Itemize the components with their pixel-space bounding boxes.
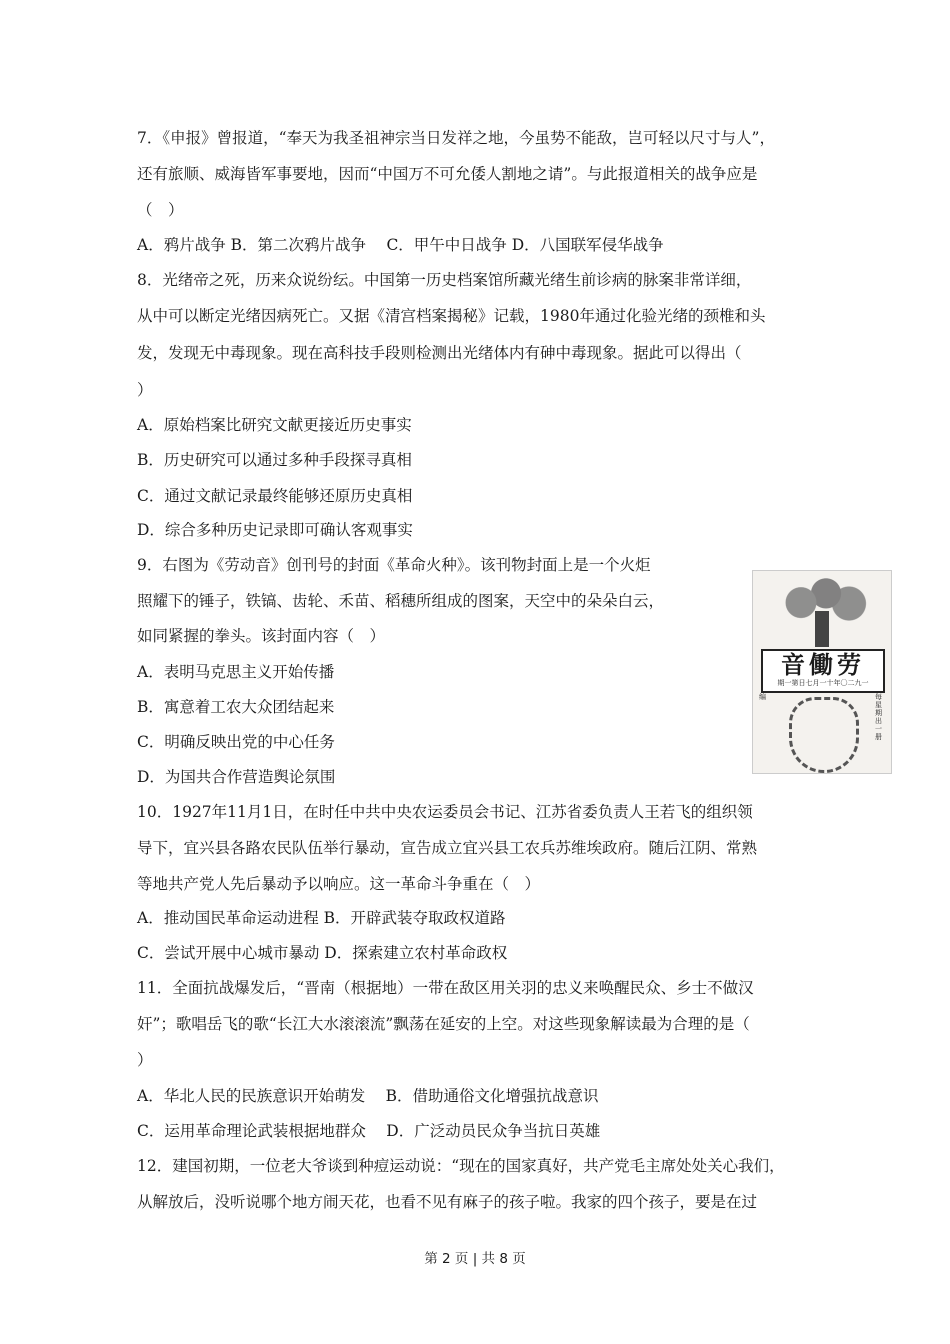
page-footer: 第 2 页 | 共 8 页 <box>424 1251 526 1267</box>
text-line: 8．光绪帝之死，历来众说纷纭。中国第一历史档案馆所藏光绪生前诊病的脉案非常详细， <box>137 271 752 289</box>
text-line: C．通过文献记录最终能够还原历史真相 <box>137 487 413 505</box>
text-line: C．运用革命理论武装根据地群众 D．广泛动员民众争当抗日英雄 <box>137 1122 601 1140</box>
text-line: 11．全面抗战爆发后，“晋南（根据地）一带在敌区用关羽的忠义来唤醒民众、乡士不做汉 <box>137 979 754 997</box>
text-line: 奸”；歌唱岳飞的歌“长江大水滚滚流”飘荡在延安的上空。对这些现象解读最为合理的是（ <box>137 1015 750 1033</box>
torch-graphic <box>815 611 829 647</box>
text-line: D．为国共合作营造舆论氛围 <box>137 768 336 786</box>
cover-left-note: 编 <box>759 693 766 701</box>
text-line: A．推动国民革命运动进程 B．开辟武装夺取政权道路 <box>137 909 506 927</box>
text-line: 还有旅顺、威海皆军事要地，因而“中国万不可允倭人割地之请”。与此报道相关的战争应是 <box>137 165 758 183</box>
text-line: ） <box>137 381 153 399</box>
text-line: 照耀下的锤子，铁镐、齿轮、禾苗、稻穗所组成的图案，天空中的朵朵白云， <box>137 592 665 610</box>
text-line: A．原始档案比研究文献更接近历史事实 <box>137 416 412 434</box>
text-line: A．华北人民的民族意识开始萌发 B．借助通俗文化增强抗战意识 <box>137 1087 599 1105</box>
cover-title-band <box>761 649 885 693</box>
text-line: （ ） <box>137 201 184 219</box>
text-line: A．鸦片战争 B．第二次鸦片战争 C．甲午中日战争 D．八国联军侵华战争 <box>137 236 664 254</box>
cover-subtitle: 期一第日七月一十年〇二九一 <box>777 679 869 687</box>
text-line: 从中可以断定光绪因病死亡。又据《清宫档案揭秘》记载，1980年通过化验光绪的颈椎和头 <box>137 307 766 325</box>
text-line: C．尝试开展中心城市暴动 D．探索建立农村革命政权 <box>137 944 508 962</box>
text-line: 7．《申报》曾报道，“奉天为我圣祖神宗当日发祥之地，今虽势不能敌，岂可轻以尺寸与人”， <box>137 129 775 147</box>
text-line: 12．建国初期，一位老大爷谈到种痘运动说：“现在的国家真好，共产党毛主席处处关心我们， <box>137 1157 785 1175</box>
text-line: C．明确反映出党的中心任务 <box>137 733 335 751</box>
cover-right-note: 每星期出一册 <box>875 693 882 741</box>
magazine-cover-image <box>752 570 892 774</box>
cover-title: 音働劳 <box>781 650 865 679</box>
text-line: 等地共产党人先后暴动予以响应。这一革命斗争重在（ ） <box>137 875 541 893</box>
wreath-graphic <box>789 697 859 773</box>
text-line: 发，发现无中毒现象。现在高科技手段则检测出光绪体内有砷中毒现象。据此可以得出（ <box>137 344 742 362</box>
text-line: 从解放后，没听说哪个地方闹天花，也看不见有麻子的孩子啦。我家的四个孩子，要是在过 <box>137 1193 758 1211</box>
text-line: 10．1927年11月1日，在时任中共中央农运委员会书记、江苏省委负责人王若飞的组织领 <box>137 803 753 821</box>
text-line: 如同紧握的拳头。该封面内容（ ） <box>137 627 386 645</box>
text-line: 导下，宜兴县各路农民队伍举行暴动，宣告成立宜兴县工农兵苏维埃政府。随后江阴、常熟 <box>137 839 758 857</box>
text-line: ） <box>137 1051 153 1069</box>
text-line: A．表明马克思主义开始传播 <box>137 663 335 681</box>
text-line: B．历史研究可以通过多种手段探寻真相 <box>137 451 412 469</box>
text-line: D．综合多种历史记录即可确认客观事实 <box>137 521 413 539</box>
text-line: 9．右图为《劳动音》创刊号的封面《革命火种》。该刊物封面上是一个火炬 <box>137 556 651 574</box>
text-line: B．寓意着工农大众团结起来 <box>137 698 335 716</box>
